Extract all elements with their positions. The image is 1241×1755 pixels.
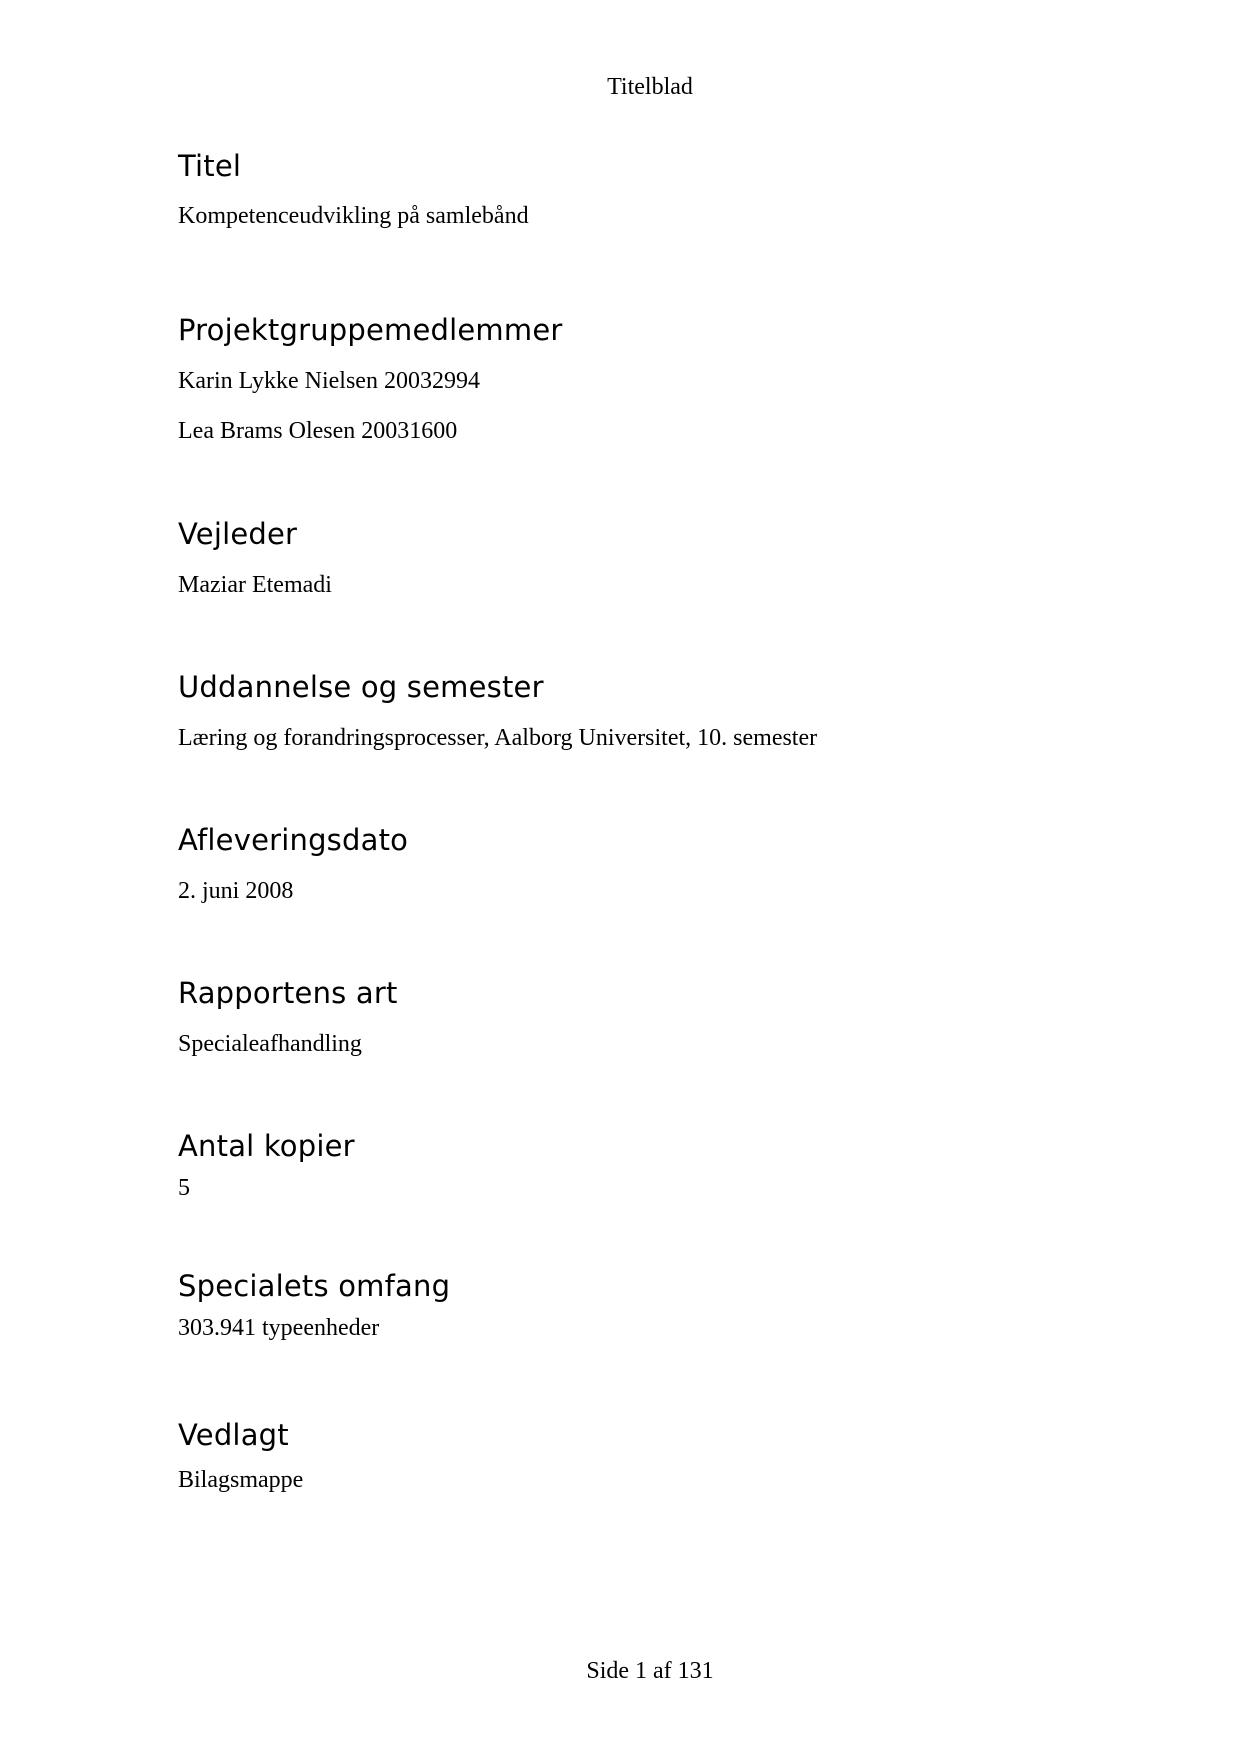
- section-value: 5: [178, 1175, 190, 1201]
- section-vejleder: [178, 516, 1178, 600]
- page-header: Titelblad: [607, 74, 693, 100]
- section-value: Specialeafhandling: [178, 1031, 362, 1057]
- section-rapportens-art: [178, 975, 1178, 1059]
- section-value: 303.941 typeenheder: [178, 1315, 380, 1341]
- section-heading: Vejleder: [178, 517, 298, 551]
- section-uddannelse-og-semester: [178, 669, 1178, 753]
- section-value: Maziar Etemadi: [178, 572, 332, 598]
- section-antal-kopier: [178, 1128, 1178, 1203]
- section-value: Kompetenceudvikling på samlebånd: [178, 203, 529, 229]
- section-heading: Vedlagt: [178, 1418, 289, 1452]
- section-titel: [178, 148, 1178, 231]
- page-footer: Side 1 af 131: [586, 1658, 714, 1684]
- section-value: Lea Brams Olesen 20031600: [178, 418, 458, 444]
- section-value: Læring og forandringsprocesser, Aalborg Universitet, 10. semester: [178, 725, 818, 751]
- section-projektgruppemedlemmer: [178, 312, 1178, 446]
- section-vedlagt: [178, 1417, 1178, 1495]
- section-value: 2. juni 2008: [178, 878, 294, 904]
- section-specialets-omfang: [178, 1268, 1178, 1343]
- section-heading: Uddannelse og semester: [178, 670, 544, 704]
- section-heading: Afleveringsdato: [178, 823, 409, 857]
- section-heading: Antal kopier: [178, 1129, 355, 1163]
- section-heading: Projektgruppemedlemmer: [178, 313, 563, 347]
- section-heading: Titel: [178, 149, 242, 183]
- section-heading: Specialets omfang: [178, 1269, 451, 1303]
- section-value: Bilagsmappe: [178, 1467, 304, 1493]
- section-afleveringsdato: [178, 822, 1178, 906]
- section-value: Karin Lykke Nielsen 20032994: [178, 368, 480, 394]
- section-heading: Rapportens art: [178, 976, 398, 1010]
